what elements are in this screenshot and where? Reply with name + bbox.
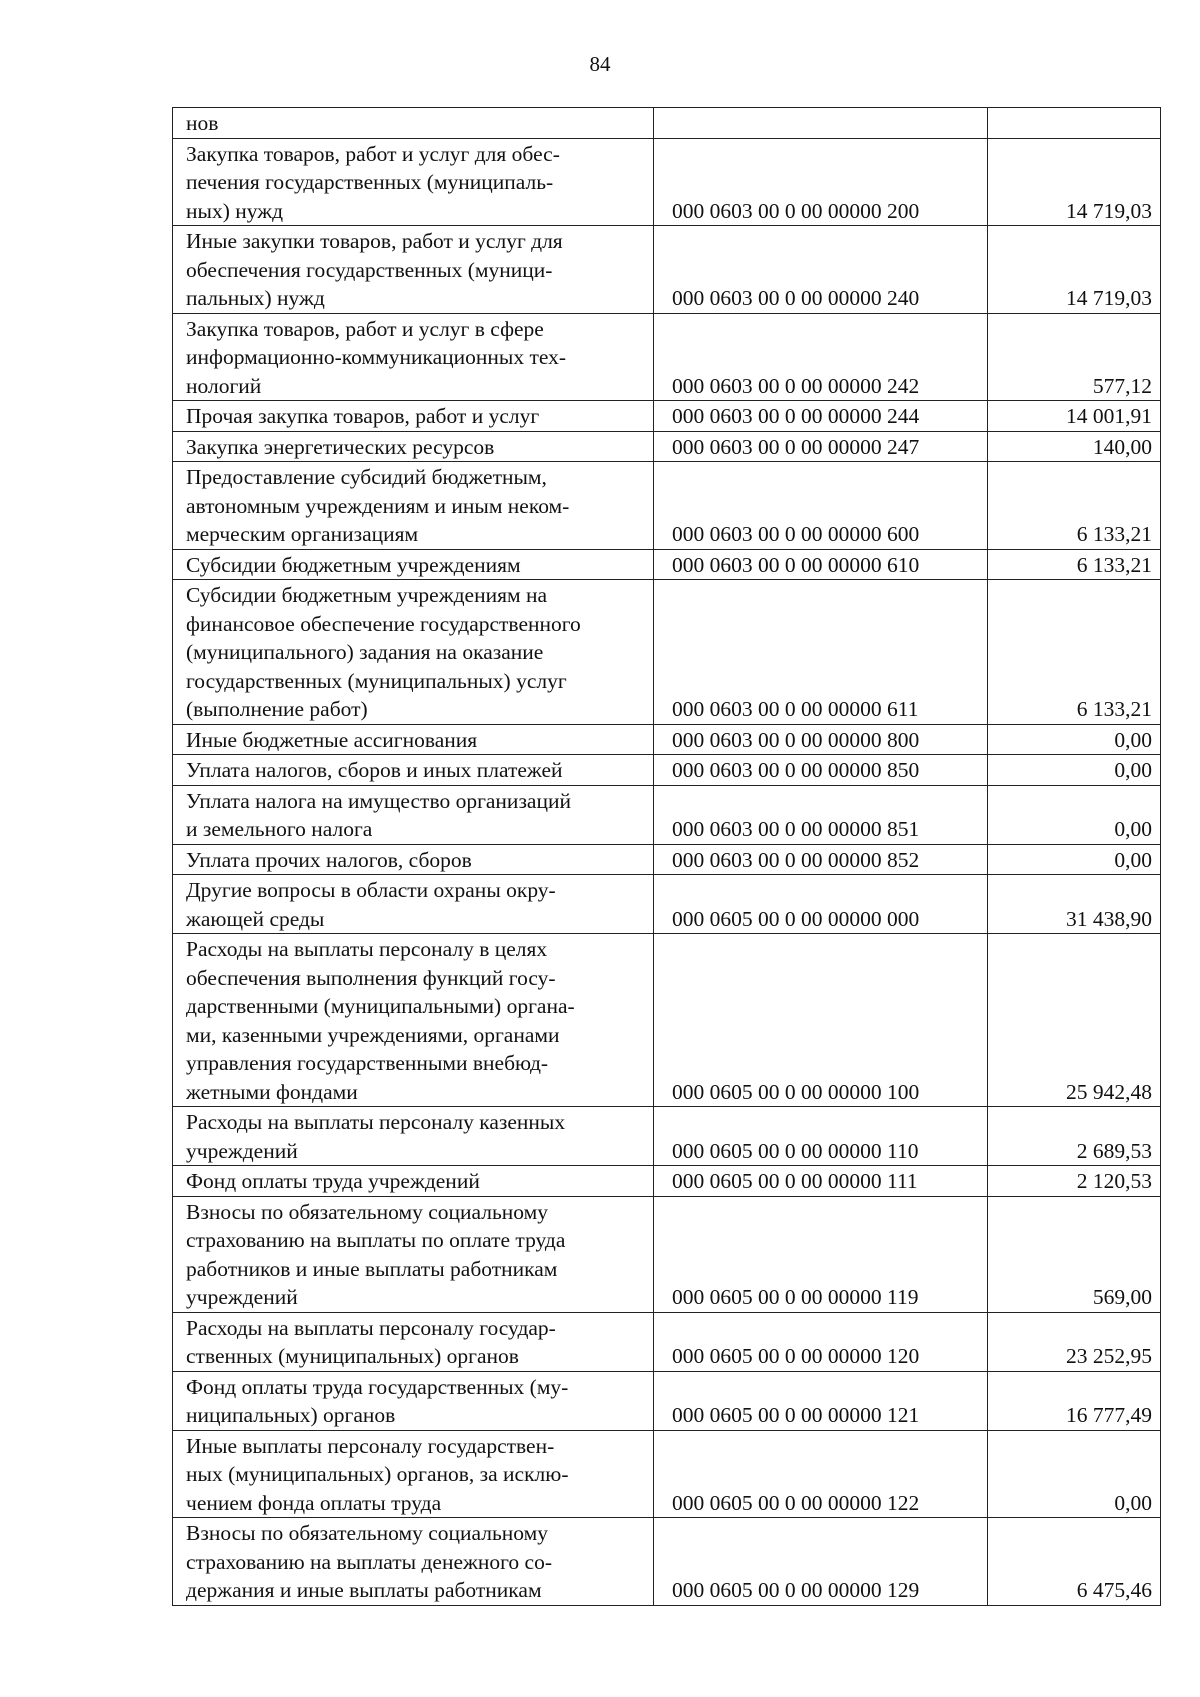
expense-name-line: Расходы на выплаты персоналу государ- — [186, 1315, 556, 1340]
budget-code-cell: 000 0605 00 0 00 00000 122 — [654, 1430, 988, 1518]
expense-name-line: Уплата налогов, сборов и иных платежей — [186, 758, 563, 782]
expense-name-line: учреждений — [186, 1285, 298, 1309]
expense-name-cell — [173, 226, 654, 314]
expense-name-line: обеспечения государственных (муници- — [186, 257, 553, 282]
expense-name-line: управления государственными внебюд- — [186, 1051, 549, 1075]
expense-name-cell — [173, 313, 654, 401]
expense-name-line: нов — [186, 111, 219, 135]
expense-name-line: страхованию на выплаты по оплате труда — [186, 1228, 566, 1252]
budget-code-cell: 000 0603 00 0 00 00000 200 — [654, 138, 988, 226]
expense-name-line: нологий — [186, 373, 262, 398]
table-row — [173, 401, 1161, 432]
table-row — [173, 580, 1161, 725]
expense-name-line: и земельного налога — [186, 817, 373, 841]
expense-name-line: Расходы на выплаты персоналу казенных — [186, 1110, 566, 1134]
budget-code-cell: 000 0605 00 0 00 00000 129 — [654, 1518, 988, 1606]
expense-name-line: учреждений — [186, 1138, 298, 1163]
expense-name-line: (муниципального) задания на оказание — [186, 640, 544, 664]
expense-name-line: Иные закупки товаров, работ и услуг для — [186, 229, 563, 253]
expense-name-cell — [173, 1196, 654, 1312]
expense-name-cell — [173, 549, 654, 580]
expense-name-cell — [173, 875, 654, 934]
expense-name-line: Субсидии бюджетным учреждениям — [186, 552, 521, 577]
table-row — [173, 1312, 1161, 1371]
amount-cell: 31 438,90 — [988, 875, 1161, 934]
expense-name-cell — [173, 1371, 654, 1430]
expense-name-line: Закупка товаров, работ и услуг в сфере — [186, 316, 544, 341]
expense-name-line: Взносы по обязательному социальному — [186, 1199, 548, 1224]
amount-cell: 2 120,53 — [988, 1166, 1161, 1197]
budget-code-cell: 000 0605 00 0 00 00000 111 — [654, 1166, 988, 1197]
table-row — [173, 724, 1161, 755]
expense-name-line: ниципальных) органов — [186, 1403, 396, 1427]
table-row — [173, 1107, 1161, 1166]
expense-name-line: ных (муниципальных) органов, за исклю- — [186, 1462, 569, 1486]
amount-cell: 140,00 — [988, 431, 1161, 462]
budget-code-cell: 000 0605 00 0 00 00000 120 — [654, 1312, 988, 1371]
amount-cell: 25 942,48 — [988, 934, 1161, 1107]
amount-cell: 577,12 — [988, 313, 1161, 401]
amount-cell: 0,00 — [988, 1430, 1161, 1518]
expense-name-line: печения государственных (муниципаль- — [186, 170, 554, 194]
expense-name-line: Прочая закупка товаров, работ и услуг — [186, 404, 540, 428]
table-row — [173, 755, 1161, 786]
expense-name-line: ми, казенными учреждениями, органами — [186, 1022, 560, 1047]
table-row — [173, 431, 1161, 462]
budget-code-cell: 000 0603 00 0 00 00000 851 — [654, 785, 988, 844]
budget-code-cell: 000 0603 00 0 00 00000 600 — [654, 462, 988, 550]
budget-code-cell: 000 0605 00 0 00 00000 119 — [654, 1196, 988, 1312]
amount-cell: 14 719,03 — [988, 138, 1161, 226]
expense-name-cell — [173, 1430, 654, 1518]
amount-cell — [988, 108, 1161, 139]
expense-name-cell — [173, 138, 654, 226]
expense-name-line: пальных) нужд — [186, 286, 325, 310]
budget-code-cell: 000 0603 00 0 00 00000 610 — [654, 549, 988, 580]
expense-name-line: жающей среды — [186, 906, 325, 931]
table-row — [173, 875, 1161, 934]
expense-name-line: Фонд оплаты труда учреждений — [186, 1169, 480, 1193]
expense-name-line: (выполнение работ) — [186, 697, 368, 721]
budget-code-cell: 000 0605 00 0 00 00000 121 — [654, 1371, 988, 1430]
expense-name-line: Фонд оплаты труда государственных (му- — [186, 1374, 569, 1399]
budget-code-cell — [654, 108, 988, 139]
page-number: 84 — [589, 52, 611, 76]
expense-name-line: Закупка энергетических ресурсов — [186, 434, 495, 459]
budget-code-cell: 000 0603 00 0 00 00000 850 — [654, 755, 988, 786]
table-row — [173, 1518, 1161, 1606]
budget-code-cell: 000 0603 00 0 00 00000 247 — [654, 431, 988, 462]
budget-code-cell: 000 0605 00 0 00 00000 100 — [654, 934, 988, 1107]
expense-name-cell — [173, 1107, 654, 1166]
amount-cell: 16 777,49 — [988, 1371, 1161, 1430]
expense-name-line: страхованию на выплаты денежного со- — [186, 1549, 552, 1574]
amount-cell: 0,00 — [988, 785, 1161, 844]
expense-name-line: чением фонда оплаты труда — [186, 1490, 442, 1515]
table-row — [173, 226, 1161, 314]
table-row — [173, 108, 1161, 139]
expense-name-line: Иные бюджетные ассигнования — [186, 727, 478, 752]
expense-name-cell — [173, 724, 654, 755]
expense-name-line: работников и иные выплаты работникам — [186, 1256, 558, 1281]
amount-cell: 14 719,03 — [988, 226, 1161, 314]
table-row — [173, 1196, 1161, 1312]
budget-code-cell: 000 0603 00 0 00 00000 852 — [654, 844, 988, 875]
amount-cell: 6 133,21 — [988, 580, 1161, 725]
expense-name-line: Другие вопросы в области охраны окру- — [186, 878, 556, 902]
table-row — [173, 462, 1161, 550]
table-row — [173, 1430, 1161, 1518]
amount-cell: 569,00 — [988, 1196, 1161, 1312]
amount-cell: 2 689,53 — [988, 1107, 1161, 1166]
table-row — [173, 1166, 1161, 1197]
expense-name-line: Иные выплаты персоналу государствен- — [186, 1433, 555, 1458]
budget-code-cell: 000 0605 00 0 00 00000 000 — [654, 875, 988, 934]
expense-name-line: финансовое обеспечение государственного — [186, 611, 581, 636]
expense-name-line: Уплата прочих налогов, сборов — [186, 847, 472, 872]
expense-name-cell — [173, 755, 654, 786]
expense-name-cell — [173, 401, 654, 432]
expense-name-line: Субсидии бюджетным учреждениям на — [186, 583, 547, 607]
expense-name-cell — [173, 1166, 654, 1197]
expense-name-line: обеспечения выполнения функций госу- — [186, 965, 556, 990]
expense-name-line: Расходы на выплаты персоналу в целях — [186, 937, 548, 961]
budget-code-cell: 000 0603 00 0 00 00000 244 — [654, 401, 988, 432]
expense-name-line: мерческим организациям — [186, 522, 419, 546]
expense-name-line: жетными фондами — [186, 1079, 358, 1104]
expense-name-line: государственных (муниципальных) услуг — [186, 668, 567, 693]
amount-cell: 6 133,21 — [988, 462, 1161, 550]
expense-name-cell — [173, 108, 654, 139]
amount-cell: 0,00 — [988, 724, 1161, 755]
table-row — [173, 549, 1161, 580]
expense-name-cell — [173, 1518, 654, 1606]
amount-cell: 0,00 — [988, 755, 1161, 786]
budget-code-cell: 000 0603 00 0 00 00000 611 — [654, 580, 988, 725]
table-row — [173, 785, 1161, 844]
expense-name-line: информационно-коммуникационных тех- — [186, 345, 567, 369]
table-row — [173, 844, 1161, 875]
budget-code-cell: 000 0603 00 0 00 00000 242 — [654, 313, 988, 401]
amount-cell: 0,00 — [988, 844, 1161, 875]
expense-name-line: Взносы по обязательному социальному — [186, 1521, 548, 1545]
budget-table-body — [173, 108, 1161, 1606]
budget-code-cell: 000 0603 00 0 00 00000 240 — [654, 226, 988, 314]
amount-cell: 14 001,91 — [988, 401, 1161, 432]
expense-name-cell — [173, 431, 654, 462]
budget-code-cell: 000 0605 00 0 00 00000 110 — [654, 1107, 988, 1166]
amount-cell: 6 475,46 — [988, 1518, 1161, 1606]
expense-name-line: автономным учреждениям и иным неком- — [186, 493, 570, 518]
table-row — [173, 313, 1161, 401]
table-row — [173, 1371, 1161, 1430]
budget-code-cell: 000 0603 00 0 00 00000 800 — [654, 724, 988, 755]
expense-name-line: Предоставление субсидий бюджетным, — [186, 465, 547, 489]
expense-name-line: дарственными (муниципальными) органа- — [186, 994, 575, 1018]
expense-name-line: Закупка товаров, работ и услуг для обес- — [186, 141, 560, 166]
expense-name-cell — [173, 580, 654, 725]
expense-name-line: держания и иные выплаты работникам — [186, 1578, 542, 1602]
expense-name-line: ственных (муниципальных) органов — [186, 1344, 519, 1368]
table-row — [173, 138, 1161, 226]
amount-cell: 23 252,95 — [988, 1312, 1161, 1371]
expense-name-line: ных) нужд — [186, 198, 284, 223]
expense-name-cell — [173, 934, 654, 1107]
expense-name-cell — [173, 1312, 654, 1371]
expense-name-cell — [173, 462, 654, 550]
expense-name-cell — [173, 785, 654, 844]
table-row — [173, 934, 1161, 1107]
expense-name-cell — [173, 844, 654, 875]
amount-cell: 6 133,21 — [988, 549, 1161, 580]
budget-table — [172, 107, 1161, 1606]
expense-name-line: Уплата налога на имущество организаций — [186, 788, 571, 813]
